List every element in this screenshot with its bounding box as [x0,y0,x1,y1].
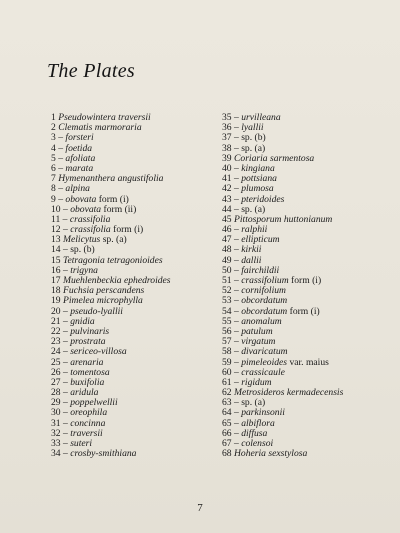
species-name: – virgatum [234,337,276,348]
plate-entry [51,358,216,368]
species-name: – obcordatum [234,296,288,307]
plate-number: 32 [51,428,61,439]
plate-number: 45 [222,214,232,225]
species-name: Fuchsia perscandens [63,286,145,297]
plate-number: 46 [222,225,232,236]
plate-number: 5 [51,153,56,164]
plate-entry [51,296,216,306]
species-name: Melicytus [63,235,101,246]
plate-entry [222,307,382,317]
plate-number: 26 [51,367,61,378]
species-name: – diffusa [234,428,268,439]
plate-number: 22 [51,326,61,337]
plate-number: 68 [222,449,232,460]
plates-list-right [222,113,382,459]
species-name: Metrosideros kermadecensis [234,388,344,399]
species-name: – pseudo-lyallii [63,306,123,317]
species-qualifier: form (i) [289,306,320,317]
plate-number: 13 [51,235,61,246]
plate-entry [51,337,216,347]
plate-number: 38 [222,143,232,154]
species-name: – aridula [63,388,99,399]
plate-number: 39 [222,153,232,164]
species-name: Pittosporum huttonianum [234,214,333,225]
plate-number: 33 [51,439,61,449]
plate-entry [222,358,382,368]
plate-entry [51,235,216,245]
species-name: – suteri [63,439,93,449]
plate-entry [51,317,216,327]
species-name: Pimelea microphylla [63,296,143,307]
species-name: – albiflora [234,418,275,429]
plate-entry [51,398,216,408]
plate-number: 54 [222,306,232,317]
plate-number: 23 [51,337,61,348]
plate-number: 17 [51,276,61,286]
plate-entry [222,113,382,123]
plate-entry [51,215,216,225]
plate-entry [51,123,216,133]
plate-entry [222,256,382,266]
plate-number: 52 [222,286,232,297]
species-name: – dallii [234,255,262,266]
plate-entry [222,133,382,143]
plate-entry [51,439,216,449]
species-name: Pseudowintera traversii [58,113,151,123]
species-name: – lyallii [234,123,264,134]
plate-number: 43 [222,194,232,205]
plate-entry [222,144,382,154]
plate-entry [222,368,382,378]
plate-number: 20 [51,306,61,317]
plate-entry [51,266,216,276]
plate-entry [51,184,216,194]
plate-number: 19 [51,296,61,307]
plate-number: 7 [51,174,56,185]
plate-number: 61 [222,377,232,388]
species-name: – afoliata [58,153,96,164]
species-qualifier: – sp. (a) [234,143,266,154]
plate-number: 31 [51,418,61,429]
species-name: – crassifolia [62,214,111,225]
plate-entry [222,439,382,449]
plate-number: 64 [222,408,232,419]
plate-number: 25 [51,357,61,368]
plate-entry [51,449,216,459]
species-qualifier: form (ii) [103,204,137,215]
species-name: Tetragonia tetragonioides [63,255,163,266]
plate-entry [51,419,216,429]
page-number: 7 [197,502,203,514]
species-name: – crassicaule [234,367,285,378]
species-name: – tomentosa [63,367,110,378]
plate-entry [222,266,382,276]
plate-number: 59 [222,357,232,368]
plate-number: 65 [222,418,232,429]
species-name: – prostrata [63,337,106,348]
plate-entry [222,205,382,215]
plate-number: 60 [222,367,232,378]
plate-number: 49 [222,255,232,266]
plates-list-left [51,113,216,459]
plate-number: 16 [51,265,61,276]
species-name: Hoheria sexstylosa [234,449,308,460]
plate-number: 57 [222,337,232,348]
species-name: Hymenanthera angustifolia [58,174,164,185]
plate-number: 10 [51,204,61,215]
species-name: – urvilleana [234,113,281,123]
species-qualifier: – sp. (b) [63,245,95,256]
plate-entry [222,184,382,194]
plate-number: 37 [222,133,232,144]
plate-entry [51,307,216,317]
plate-entry [222,429,382,439]
plate-entry [51,286,216,296]
species-name: – obovata [58,194,97,205]
plate-entry [222,337,382,347]
plate-entry [222,317,382,327]
species-name: – foetida [58,143,93,154]
species-name: – patulum [234,326,273,337]
plate-number: 2 [51,123,56,134]
plate-entry [51,388,216,398]
plate-number: 42 [222,184,232,195]
species-name: – anomalum [234,316,282,327]
species-name: – crassifolium [234,276,289,286]
plate-entry [222,276,382,286]
species-qualifier: var. maius [289,357,329,368]
species-name: – pteridoides [234,194,285,205]
species-qualifier: form (i) [291,276,322,286]
plate-entry [51,154,216,164]
plate-number: 34 [51,449,61,460]
plate-number: 40 [222,163,232,174]
species-name: – fairchildii [234,265,280,276]
species-qualifier: form (i) [98,194,129,205]
species-name: – gnidia [63,316,95,327]
species-name: – kingiana [234,163,275,174]
species-name: – oreophila [63,408,108,419]
plate-entry [51,245,216,255]
species-name: – forsteri [58,133,94,144]
plate-number: 56 [222,326,232,337]
species-name: – colensoi [234,439,274,449]
species-name: – trigyna [63,265,98,276]
species-name: – buxifolia [63,377,105,388]
species-name: – divaricatum [234,347,288,358]
plate-entry [51,205,216,215]
species-name: – arenaria [63,357,104,368]
plate-number: 47 [222,235,232,246]
species-name: – traversii [63,428,103,439]
plate-entry [222,164,382,174]
species-name: – concinna [63,418,106,429]
plate-entry [51,276,216,286]
plate-entry [51,144,216,154]
plate-number: 29 [51,398,61,409]
plate-entry [222,154,382,164]
plate-entry [51,225,216,235]
plate-number: 27 [51,377,61,388]
plate-entry [222,388,382,398]
plate-number: 28 [51,388,61,399]
plate-number: 11 [51,214,61,225]
plate-number: 30 [51,408,61,419]
species-qualifier: – sp. (b) [234,133,266,144]
plate-entry [222,378,382,388]
plate-entry [222,174,382,184]
species-qualifier: – sp. (a) [234,204,266,215]
species-name: – pulvinaris [63,326,110,337]
plate-entry [222,235,382,245]
plate-entry [222,215,382,225]
plate-entry [51,327,216,337]
plate-number: 41 [222,174,232,185]
plate-entry [222,419,382,429]
plate-number: 9 [51,194,56,205]
plate-entry [222,286,382,296]
plate-number: 50 [222,265,232,276]
plate-number: 12 [51,225,61,236]
plate-number: 15 [51,255,61,266]
species-name: – ralphii [234,225,268,236]
plate-number: 8 [51,184,56,195]
plate-number: 6 [51,163,56,174]
species-name: – poppelwellii [63,398,118,409]
species-name: – sericeo-villosa [63,347,127,358]
species-qualifier: – sp. (a) [234,398,266,409]
species-name: – crosby-smithiana [63,449,137,460]
plate-number: 48 [222,245,232,256]
page-title: The Plates [47,60,135,82]
species-name: Coriaria sarmentosa [234,153,315,164]
species-name: – pottsiana [234,174,277,185]
species-name: – ellipticum [234,235,280,246]
plate-entry [222,347,382,357]
plate-number: 67 [222,439,232,449]
plate-entry [222,123,382,133]
plate-number: 24 [51,347,61,358]
plate-number: 53 [222,296,232,307]
species-name: – parkinsonii [234,408,285,419]
plate-entry [222,195,382,205]
plate-entry [51,256,216,266]
plate-number: 66 [222,428,232,439]
plate-entry [51,378,216,388]
species-name: – rigidum [234,377,272,388]
species-qualifier: form (i) [113,225,144,236]
plate-number: 18 [51,286,61,297]
plate-number: 62 [222,388,232,399]
plate-entry [51,164,216,174]
species-name: – pimeleoides [234,357,288,368]
species-name: Muehlenbeckia ephedroides [63,276,171,286]
plate-number: 14 [51,245,61,256]
plate-number: 63 [222,398,232,409]
plate-entry [222,449,382,459]
plate-entry [51,133,216,143]
species-name: – plumosa [234,184,274,195]
plate-entry [222,398,382,408]
plate-entry [51,408,216,418]
plate-number: 44 [222,204,232,215]
species-name: – kirkii [234,245,262,256]
species-name: – alpina [58,184,90,195]
species-name: Clematis marmoraria [58,123,142,134]
plate-number: 36 [222,123,232,134]
plate-entry [51,347,216,357]
species-name: – obcordatum [234,306,288,317]
plate-number: 4 [51,143,56,154]
plate-entry [222,225,382,235]
species-name: – crassifolia [63,225,111,236]
plate-entry [51,174,216,184]
plate-number: 21 [51,316,61,327]
species-name: – marata [58,163,94,174]
plate-number: 55 [222,316,232,327]
plate-number: 1 [51,113,56,123]
species-qualifier: sp. (a) [102,235,127,246]
plate-entry [51,195,216,205]
plate-number: 58 [222,347,232,358]
species-name: – obovata [63,204,102,215]
plate-entry [222,296,382,306]
plate-entry [222,245,382,255]
plate-number: 35 [222,113,232,123]
plate-entry [51,429,216,439]
plate-entry [51,113,216,123]
species-name: – cornifolium [234,286,286,297]
plate-entry [51,368,216,378]
plate-number: 51 [222,276,232,286]
plate-entry [222,327,382,337]
plate-number: 3 [51,133,56,144]
plate-entry [222,408,382,418]
